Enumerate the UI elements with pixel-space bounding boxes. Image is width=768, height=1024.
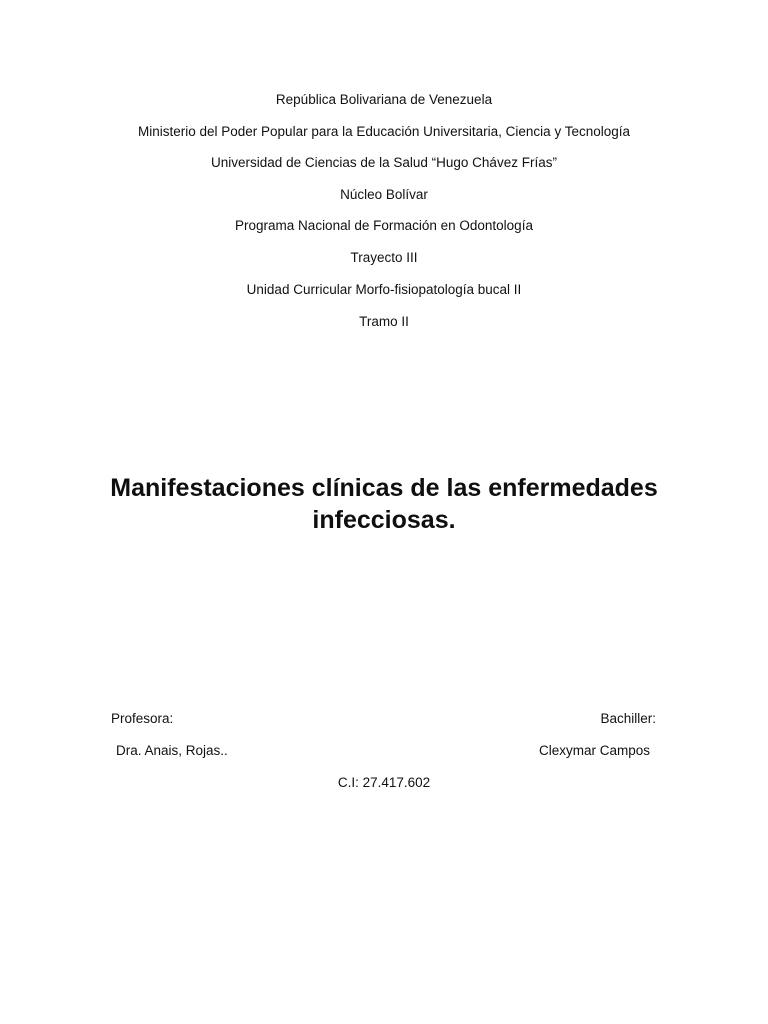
student-id: C.I: 27.417.602 [337,775,431,790]
header-tramo: Tramo II [359,314,409,329]
document-title: Manifestaciones clínicas de las enfermedades infecciosas. [110,474,658,534]
header-program: Programa Nacional de Formación en Odontología [235,218,533,233]
header-curricular-unit: Unidad Curricular Morfo-fisiopatología bucal II [246,282,522,297]
student-name: Clexymar Campos [538,743,650,758]
header-ministry: Ministerio del Poder Popular para la Educación Universitaria, Ciencia y Tecnología [137,124,630,139]
professor-label: Profesora: [111,711,174,726]
header-university: Universidad de Ciencias de la Salud “Hugo Chávez Frías” [211,155,557,170]
header-nucleus: Núcleo Bolívar [340,187,428,202]
professor-name: Dra. Anais, Rojas.. [116,743,228,758]
student-label: Bachiller: [600,711,656,726]
header-republic: República Bolivariana de Venezuela [275,92,493,107]
header-trayecto: Trayecto III [350,250,418,265]
